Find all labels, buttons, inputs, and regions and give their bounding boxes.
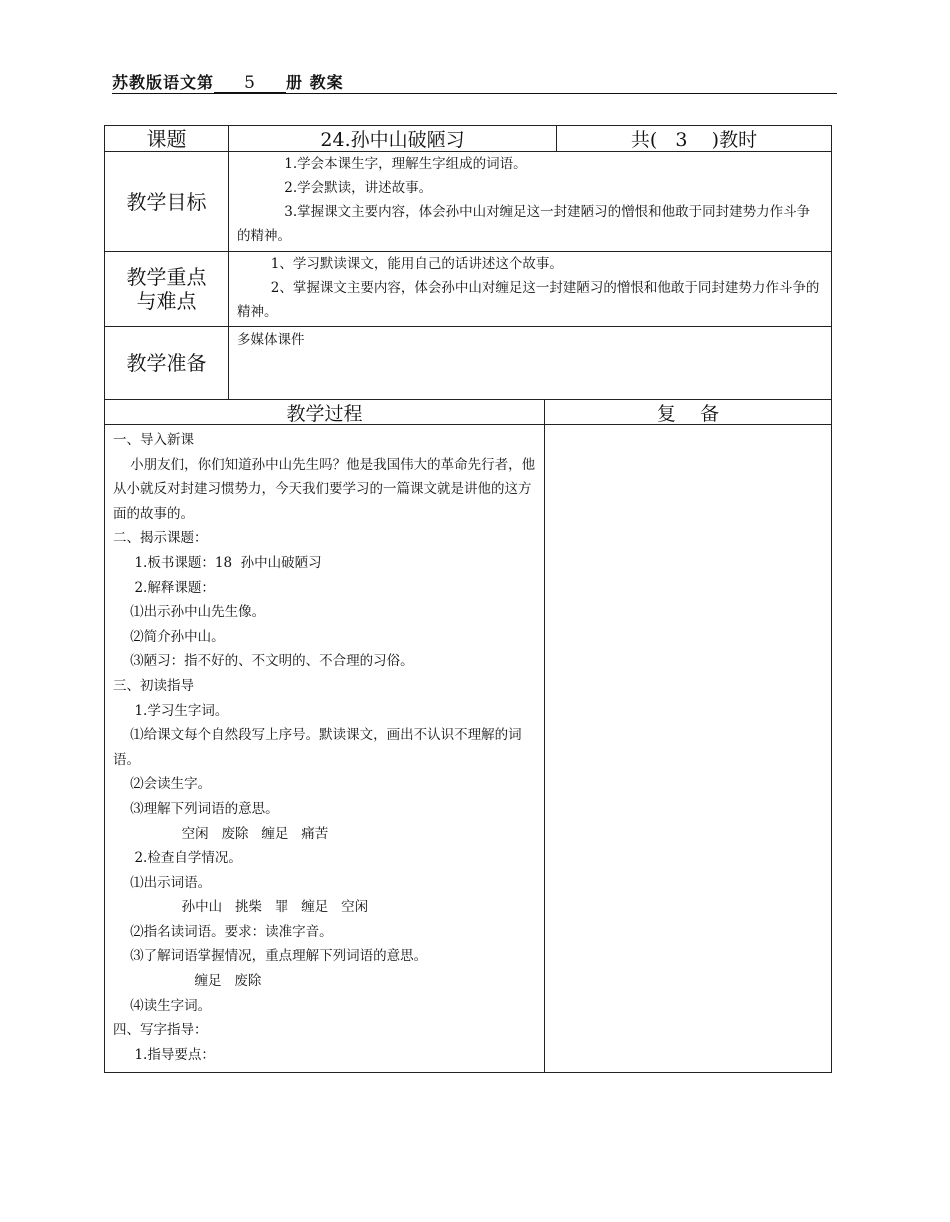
process-line: ⑵会读生字。 xyxy=(113,776,212,793)
preparation-label: 教学准备 xyxy=(126,351,207,375)
process-line: 1.学习生字词。 xyxy=(113,702,229,719)
objective-item: 1.学会本课生字，理解生字组成的词语。 xyxy=(284,156,527,172)
page-header xyxy=(112,70,837,95)
process-line: ⑴出示孙中山先生像。 xyxy=(113,604,266,621)
preparation-content: 多媒体课件 xyxy=(237,332,305,348)
objective-item: 3.掌握课文主要内容，体会孙中山对缠足这一封建陋习的憎恨和他敢于同封建势力作斗争的精神。 xyxy=(237,204,811,244)
periods-count: 共( 3 )教时 xyxy=(630,129,758,151)
process-content xyxy=(105,425,544,1072)
key-point-item: 1、学习默读课文，能用自己的话讲述这个故事。 xyxy=(270,256,563,272)
process-line: ⑶陋习：指不好的、不文明的、不合理的习俗。 xyxy=(113,653,414,670)
process-line: ⑴给课文每个自然段写上序号。默读课文，画出不认识不理解的词语。 xyxy=(113,727,522,768)
process-line: 2.检查自学情况。 xyxy=(113,850,242,867)
review-notes-area xyxy=(545,425,831,1072)
key-points-label xyxy=(105,252,228,326)
process-line: ⑷读生字词。 xyxy=(113,997,212,1014)
lesson-topic: 24.孙中山破陋习 xyxy=(320,129,465,151)
process-line: 小朋友们，你们知道孙中山先生吗？他是我国伟大的革命先行者，他从小就反对封建习惯势力，今天我们要学习的一篇课文就是讲他的这方面的故事的。 xyxy=(113,456,536,522)
process-line: 四、写字指导： xyxy=(113,1022,208,1039)
process-line: 缠足 废除 xyxy=(113,973,262,990)
key-points-label-text: 教学重点与难点 xyxy=(126,265,207,313)
process-line: 孙中山 挑柴 罪 缠足 空闲 xyxy=(113,899,369,916)
objective-item: 2.学会默读，讲述故事。 xyxy=(284,180,433,196)
title-prefix: 苏教版语文第 xyxy=(112,73,215,92)
process-header: 教学过程 xyxy=(286,402,363,425)
process-line: 三、初读指导 xyxy=(113,677,194,694)
table-border-bottom xyxy=(104,1072,832,1073)
title-suffix: 册 教案 xyxy=(286,73,344,92)
review-header: 复 备 xyxy=(656,402,720,425)
process-line: ⑴出示词语。 xyxy=(113,874,212,891)
key-point-item: 2、掌握课文主要内容，体会孙中山对缠足这一封建陋习的憎恨和他敢于同封建势力作斗争的精神。 xyxy=(237,280,820,320)
process-line: ⑵指名读词语。要求：读准字音。 xyxy=(113,923,333,940)
objectives-label: 教学目标 xyxy=(126,189,207,214)
topic-label: 课题 xyxy=(146,126,187,151)
table-border-right xyxy=(831,125,832,1073)
process-line: ⑵简介孙中山。 xyxy=(113,628,225,645)
document-title xyxy=(112,70,344,93)
process-line: 二、揭示课题： xyxy=(113,530,208,547)
process-line: ⑶理解下列词语的意思。 xyxy=(113,800,279,817)
process-line: 1.指导要点： xyxy=(113,1046,215,1063)
process-line: 一、导入新课 xyxy=(113,432,194,448)
volume-number: 5 xyxy=(214,74,286,93)
process-line: ⑶了解词语掌握情况，重点理解下列词语的意思。 xyxy=(113,948,428,965)
process-line: 2.解释课题： xyxy=(113,579,215,596)
process-line: 1.板书课题：18 孙中山破陋习 xyxy=(113,554,322,571)
objectives-content xyxy=(229,152,831,251)
key-points-content xyxy=(229,252,831,326)
process-line: 空闲 废除 缠足 痛苦 xyxy=(113,825,329,842)
header-rule xyxy=(112,93,837,94)
